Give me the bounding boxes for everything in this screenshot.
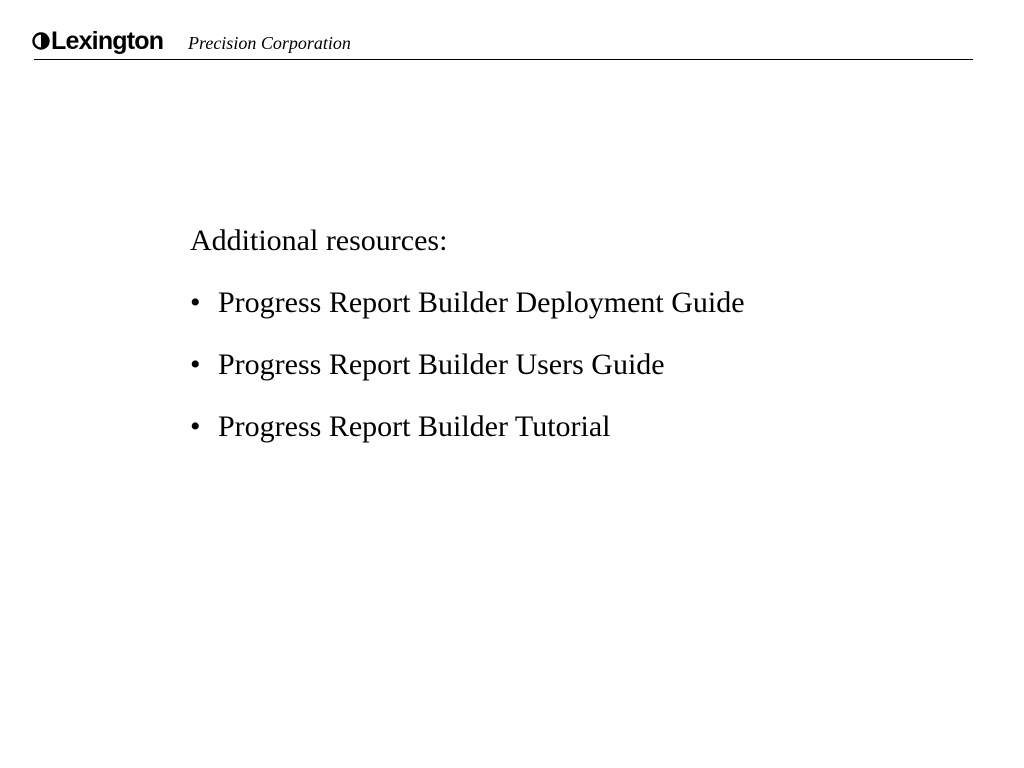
- list-item: [190, 345, 950, 385]
- resources-content: [190, 221, 950, 469]
- resource-deployment-guide: Progress Report Builder Deployment Guide: [218, 286, 745, 319]
- bullet-icon: •: [190, 348, 201, 381]
- resources-heading: Additional resources:: [190, 224, 448, 257]
- resource-users-guide: Progress Report Builder Users Guide: [218, 348, 665, 381]
- bullet-icon: •: [190, 286, 201, 319]
- brand-subtitle: Precision Corporation: [188, 33, 351, 53]
- list-item: [190, 407, 950, 447]
- half-filled-circle-icon: [32, 32, 50, 50]
- resource-tutorial: Progress Report Builder Tutorial: [218, 410, 611, 443]
- header: [32, 28, 972, 60]
- bullet-icon: •: [190, 410, 201, 443]
- brand-name: Lexington: [51, 27, 164, 55]
- header-divider: [34, 59, 973, 60]
- list-item: [190, 283, 950, 323]
- resource-list: [190, 283, 950, 447]
